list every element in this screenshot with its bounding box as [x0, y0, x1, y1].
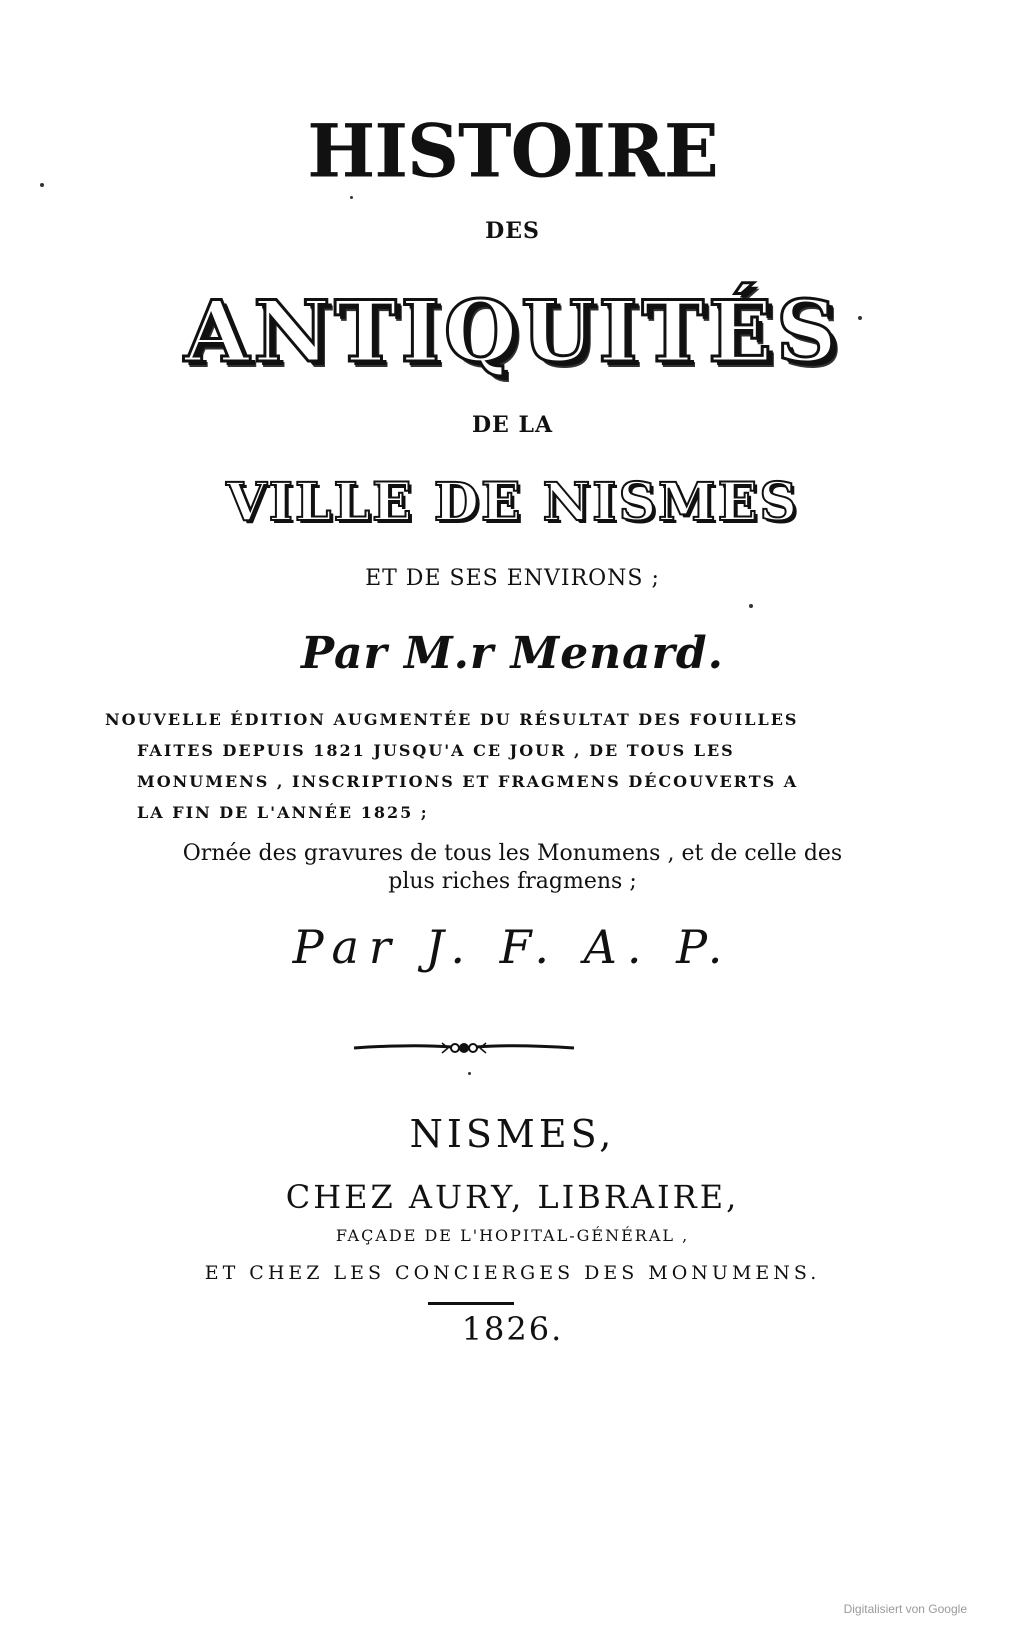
scan-speck	[350, 196, 353, 199]
digitization-credit: Digitalisiert von Google	[843, 1602, 967, 1616]
imprint-also: ET CHEZ LES CONCIERGES DES MONUMENS.	[204, 1262, 821, 1284]
imprint-year: 1826.	[461, 1310, 564, 1348]
edition-line: LA FIN DE L'ANNÉE 1825 ;	[137, 803, 429, 822]
author-line: Par M.r Menard.	[301, 628, 724, 679]
scan-speck	[468, 1072, 471, 1075]
ornee-line: plus riches fragmens ;	[388, 869, 637, 894]
ornee-description	[0, 840, 1025, 896]
imprint-publisher: CHEZ AURY, LIBRAIRE,	[285, 1178, 740, 1216]
imprint-city: NISMES,	[409, 1112, 616, 1156]
title-ville-de-nismes: VILLE DE NISMES	[226, 472, 799, 533]
imprint-address: FAÇADE DE L'HOPITAL-GÉNÉRAL ,	[335, 1226, 690, 1245]
edition-line: NOUVELLE ÉDITION AUGMENTÉE DU RÉSULTAT DES FOUILLES	[105, 710, 799, 729]
scan-speck	[40, 183, 44, 187]
ornamental-rule	[352, 1036, 576, 1060]
year-rule	[428, 1302, 514, 1305]
scan-speck	[858, 316, 862, 320]
scan-speck	[749, 604, 753, 608]
title-environs: ET DE SES ENVIRONS ;	[365, 566, 660, 591]
ornee-line: Ornée des gravures de tous les Monumens , et de celle des	[182, 841, 843, 866]
editor-initials: Par J. F. A. P.	[292, 920, 733, 974]
title-de-la: DE LA	[471, 412, 554, 438]
title-histoire: HISTOIRE	[307, 107, 718, 194]
edition-line: FAITES DEPUIS 1821 JUSQU'A CE JOUR , DE TOUS LES	[137, 741, 735, 760]
title-des: DES	[485, 218, 540, 244]
edition-description	[105, 704, 825, 828]
title-antiquites: ANTIQUITÉS	[184, 282, 841, 381]
edition-line: MONUMENS , INSCRIPTIONS ET FRAGMENS DÉCOUVERTS A	[137, 772, 799, 791]
